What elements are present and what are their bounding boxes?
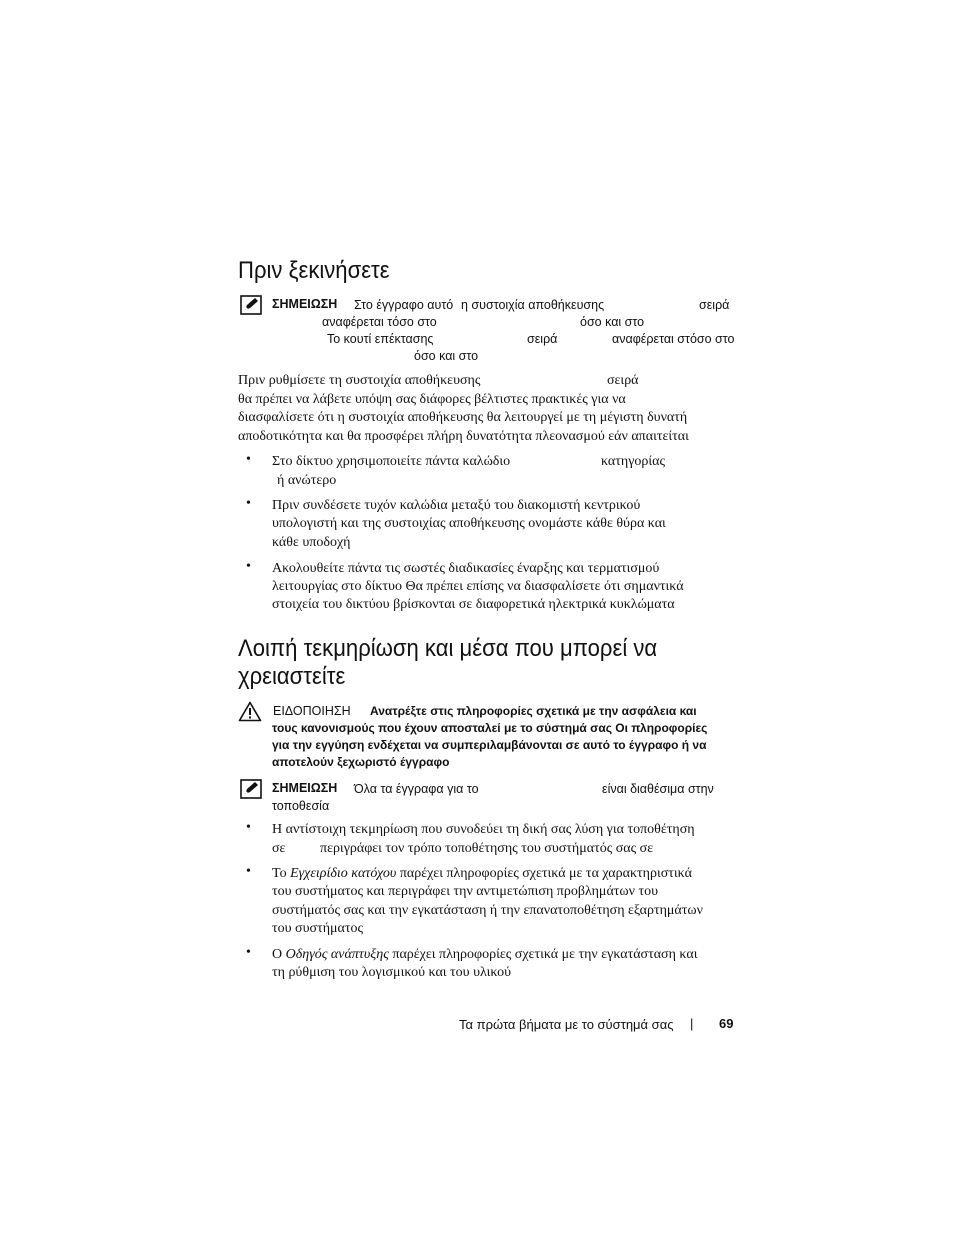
owners-manual-title: Εγχειρίδιο κατόχου xyxy=(290,866,397,881)
warning-text: αποτελούν ξεχωριστό έγγραφο xyxy=(272,755,450,769)
note-text: όσο και στο xyxy=(580,315,645,329)
list-item-text xyxy=(272,865,692,884)
bullet-icon: • xyxy=(246,496,251,511)
section-title-other-documentation: Λοιπή τεκμηρίωση και μέσα που μπορεί να xyxy=(238,635,658,662)
list-item-text xyxy=(272,946,697,965)
list-item-text: τη ρύθμιση του λογισμικού και του υλικού xyxy=(272,965,512,980)
section-title-before-you-begin: Πριν ξεκινήσετε xyxy=(238,257,390,284)
note-text: αναφέρεται στόσο στο xyxy=(612,332,735,346)
list-item-text: λειτουργίας στο δίκτυο Θα πρέπει επίσης να διασφαλίσετε ότι σημαντικά xyxy=(272,579,684,594)
paragraph-line: θα πρέπει να λάβετε υπόψη σας διάφορες βέλτιστες πρακτικές για να xyxy=(238,392,626,407)
note-text: είναι διαθέσιμα στην xyxy=(602,782,714,796)
note-text: Όλα τα έγγραφα για το xyxy=(354,782,479,796)
list-item-text: παρέχει πληροφορίες σχετικά με την εγκατάσταση και xyxy=(388,947,698,962)
list-item-text: κάθε υποδοχή xyxy=(272,535,351,550)
footer-separator: | xyxy=(690,1016,694,1031)
bullet-icon: • xyxy=(246,945,251,960)
note-text: Στο έγγραφο αυτό xyxy=(354,298,454,312)
warning-text: για την εγγύηση ενδέχεται να συμπεριλαμβάνονται σε αυτό το έγγραφο ή να xyxy=(272,738,707,752)
list-item-text: παρέχει πληροφορίες σχετικά με τα χαρακτηριστικά xyxy=(396,866,692,881)
note-label: ΣΗΜΕΙΩΣΗ xyxy=(272,297,338,311)
note-text: τοποθεσία xyxy=(272,799,330,813)
paragraph-line: Πριν ρυθμίσετε τη συστοιχία αποθήκευσης xyxy=(238,373,481,388)
note-text: η συστοιχία αποθήκευσης xyxy=(461,298,605,312)
list-item-text: Πριν συνδέσετε τυχόν καλώδια μεταξύ του διακομιστή κεντρικού xyxy=(272,498,641,513)
list-item-text: υπολογιστή και της συστοιχίας αποθήκευσης ονομάστε κάθε θύρα και xyxy=(272,516,666,531)
list-item-text: Ο xyxy=(272,947,286,962)
warning-label: ΕΙΔΟΠΟΙΗΣΗ xyxy=(273,704,351,718)
list-item-text: του συστήματος xyxy=(272,921,364,936)
list-item-text: συστήματός σας και την εγκατάσταση ή την επανατοποθέτηση εξαρτημάτων xyxy=(272,903,703,918)
list-item-text: κατηγορίας xyxy=(601,454,666,469)
note-text: Το κουτί επέκτασης xyxy=(327,332,434,346)
note-text: σειρά xyxy=(699,298,730,312)
list-item-text: του συστήματος και περιγράφει την αντιμετώπιση προβλημάτων του xyxy=(272,884,659,899)
warning-text: Ανατρέξτε στις πληροφορίες σχετικά με την ασφάλεια και xyxy=(370,704,697,718)
footer-chapter-title: Τα πρώτα βήματα με το σύστημά σας xyxy=(459,1017,674,1032)
list-item-text: περιγράφει τον τρόπο τοποθέτησης του συστήματός σας σε xyxy=(320,841,654,856)
bullet-icon: • xyxy=(246,559,251,574)
note-text: αναφέρεται τόσο στο xyxy=(322,315,437,329)
paragraph-line: διασφαλίσετε ότι η συστοιχία αποθήκευσης θα λειτουργεί με τη μέγιστη δυνατή xyxy=(238,410,688,425)
bullet-icon: • xyxy=(246,820,251,835)
list-item-text: Ακολουθείτε πάντα τις σωστές διαδικασίες έναρξης και τερματισμού xyxy=(272,561,660,576)
note-pencil-icon xyxy=(240,295,262,315)
bullet-icon: • xyxy=(246,864,251,879)
warning-triangle-icon xyxy=(238,701,262,722)
section-title-other-documentation-line2: χρειαστείτε xyxy=(238,663,346,690)
warning-text: τους κανονισμούς που έχουν αποσταλεί με το σύστημά σας Οι πληροφορίες xyxy=(272,721,708,735)
note-text: σειρά xyxy=(527,332,558,346)
note-label: ΣΗΜΕΙΩΣΗ xyxy=(272,781,338,795)
bullet-icon: • xyxy=(246,452,251,467)
page-number: 69 xyxy=(719,1016,734,1031)
paragraph-line: αποδοτικότητα και θα προσφέρει πλήρη δυνατότητα πλεονασμού εάν απαιτείται xyxy=(238,429,689,444)
deployment-guide-title: Οδηγός ανάπτυξης xyxy=(285,947,389,962)
list-item-text: ή ανώτερο xyxy=(277,473,337,488)
note-pencil-icon xyxy=(240,779,262,799)
list-item-text: Στο δίκτυο χρησιμοποιείτε πάντα καλώδιο xyxy=(272,454,511,469)
list-item-text: σε xyxy=(272,841,286,856)
list-item-text: στοιχεία του δικτύου βρίσκονται σε διαφορετικά ηλεκτρικά κυκλώματα xyxy=(272,597,675,612)
note-text: όσο και στο xyxy=(414,349,479,363)
paragraph-line: σειρά xyxy=(607,373,639,388)
list-item-text: Το xyxy=(272,866,291,881)
list-item-text: Η αντίστοιχη τεκμηρίωση που συνοδεύει τη δική σας λύση για τοποθέτηση xyxy=(272,822,695,837)
